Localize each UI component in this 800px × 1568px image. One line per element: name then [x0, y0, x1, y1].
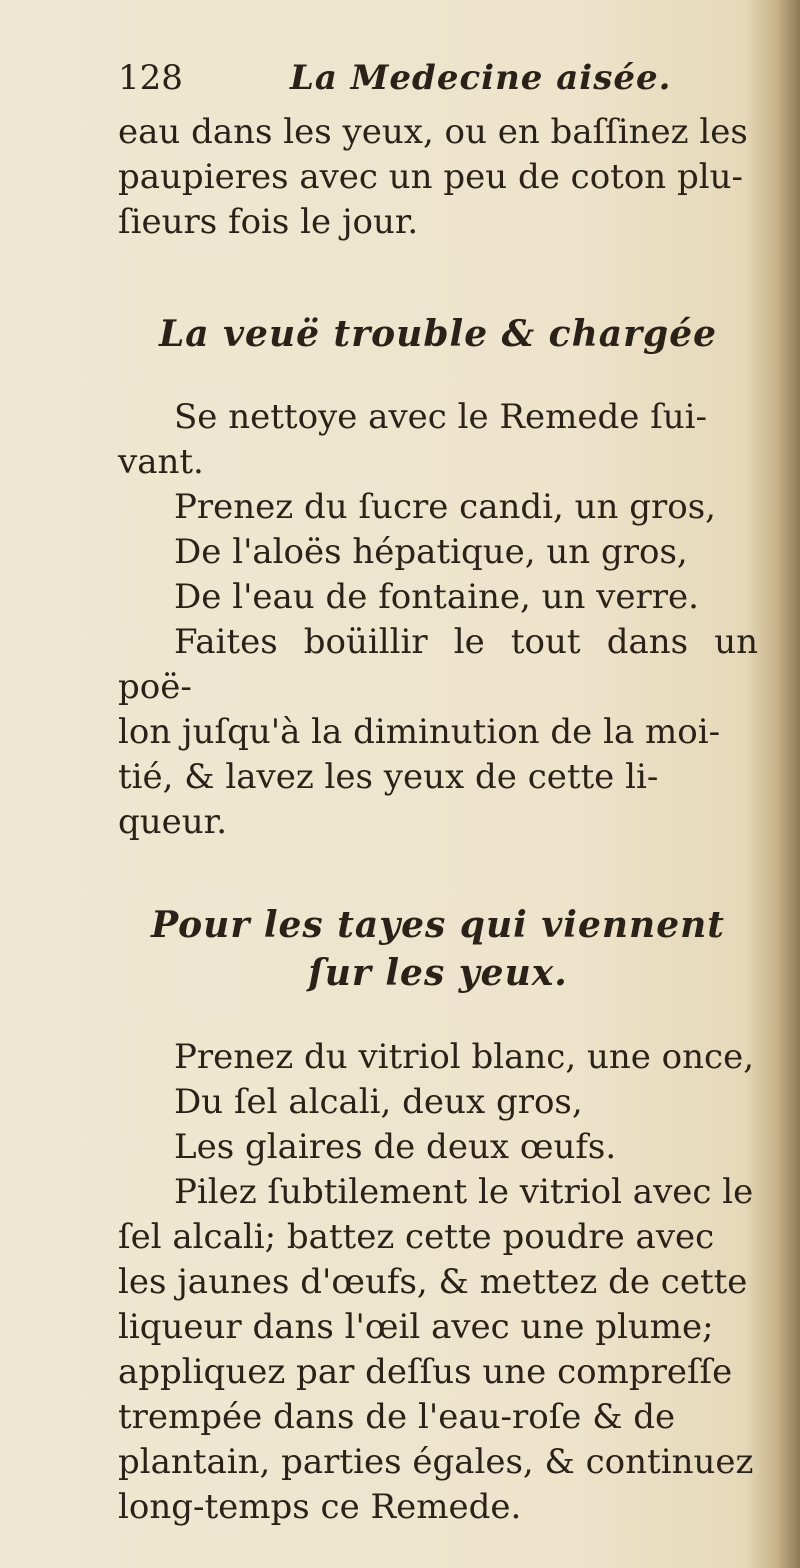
- heading-line: ſur les yeux.: [308, 952, 568, 994]
- text-line: les jaunes d'œufs, & mettez de cette: [118, 1262, 748, 1302]
- text-line: lon juſqu'à la diminution de la moi-: [118, 712, 721, 752]
- text-line: tié, & lavez les yeux de cette li-: [118, 757, 659, 797]
- text-line: vant.: [118, 442, 204, 482]
- section-heading-eye-films: [118, 901, 758, 997]
- text-block: [118, 58, 758, 1530]
- heading-line: Pour les tayes qui viennent: [151, 904, 725, 946]
- continued-paragraph: [118, 110, 758, 245]
- instructions-paragraph: [118, 1170, 758, 1530]
- recipe-line: Les glaires de deux œufs.: [174, 1127, 617, 1167]
- text-line: liqueur dans l'œil avec une plume;: [118, 1307, 714, 1347]
- text-line: plantain, parties égales, & continuez: [118, 1442, 754, 1482]
- running-title: La Medecine aisée.: [290, 58, 672, 98]
- text-line: trempée dans de l'eau-roſe & de: [118, 1397, 676, 1437]
- recipe-list: [118, 485, 758, 620]
- text-line: Pilez ſubtilement le vitriol avec le: [174, 1172, 754, 1212]
- page-number: 128: [118, 58, 183, 98]
- text-line: appliquez par deſſus une compreſſe: [118, 1352, 733, 1392]
- recipe-line: Prenez du ſucre candi, un gros,: [174, 487, 716, 527]
- section-heading-blurred-vision: La veuë trouble & chargée: [158, 313, 718, 355]
- recipe-list: [118, 1035, 758, 1170]
- text-line: long-temps ce Remede.: [118, 1487, 522, 1527]
- text-line: ſieurs fois le jour.: [118, 202, 419, 242]
- page-header: [118, 58, 758, 110]
- text-line: paupieres avec un peu de coton plu-: [118, 157, 744, 197]
- text-line: Faites boüillir le tout dans un poë-: [118, 622, 758, 707]
- recipe-line: Prenez du vitriol blanc, une once,: [174, 1037, 755, 1077]
- recipe-line: Du ſel alcali, deux gros,: [174, 1082, 583, 1122]
- text-line: Se nettoye avec le Remede ſui-: [174, 397, 708, 437]
- recipe-line: De l'eau de fontaine, un verre.: [174, 577, 699, 617]
- text-line: ſel alcali; battez cette poudre avec: [118, 1217, 715, 1257]
- text-line: queur.: [118, 802, 228, 842]
- intro-paragraph: [118, 395, 758, 485]
- instructions-paragraph: [118, 620, 758, 845]
- text-line: eau dans les yeux, ou en baſſinez les: [118, 112, 748, 152]
- recipe-line: De l'aloës hépatique, un gros,: [174, 532, 688, 572]
